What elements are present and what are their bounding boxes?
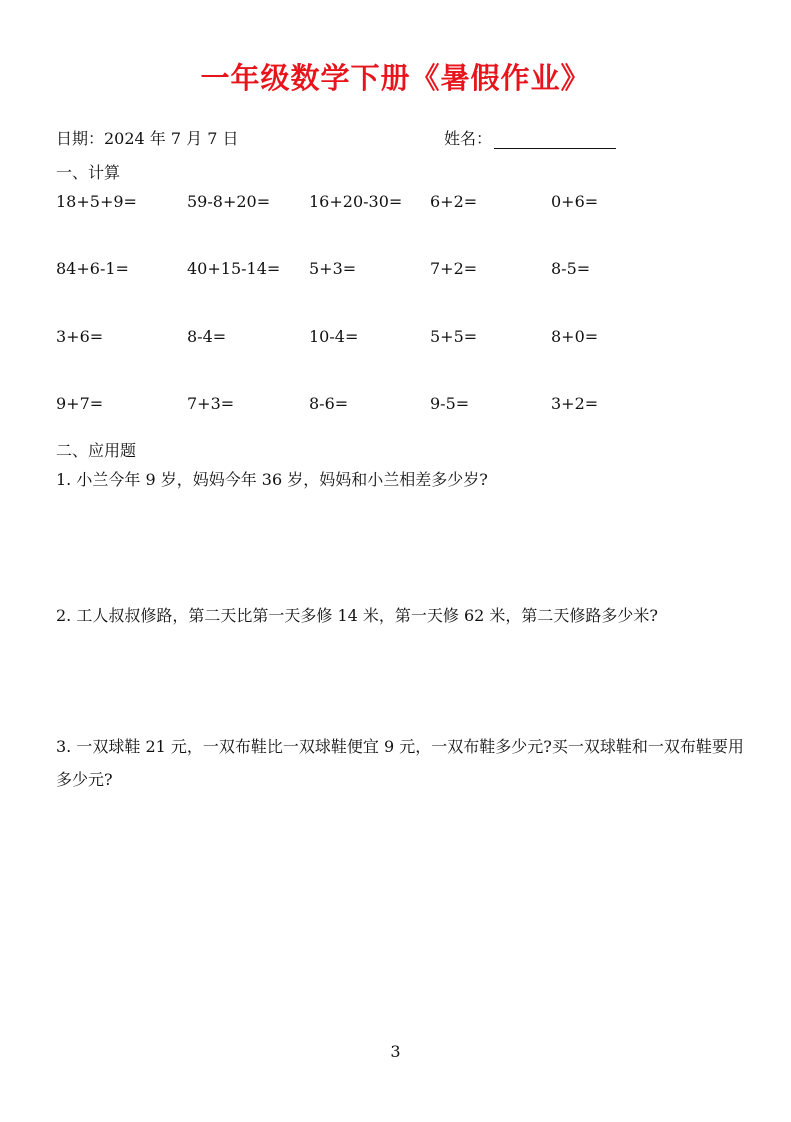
calc-problem: 84+6-1= (56, 259, 129, 278)
calc-problem: 5+5= (430, 327, 478, 346)
calc-problem: 16+20-30= (309, 192, 403, 211)
calc-problem: 6+2= (430, 192, 478, 211)
section-calculation-heading: 一、计算 (56, 163, 121, 182)
calc-problem: 8-5= (551, 259, 591, 278)
worksheet-title: 一年级数学下册《暑假作业》 (200, 61, 591, 95)
calc-problem: 0+6= (551, 192, 599, 211)
calc-problem: 3+6= (56, 327, 104, 346)
date-text: 日期：2024 年 7 月 7 日 (56, 129, 239, 148)
section-word-problems-heading: 二、应用题 (56, 441, 137, 460)
calc-problem: 8-6= (309, 394, 349, 413)
calc-problem: 7+2= (430, 259, 478, 278)
calc-problem: 8-4= (187, 327, 227, 346)
calc-problem: 5+3= (309, 259, 357, 278)
calc-problem: 18+5+9= (56, 192, 137, 211)
word-problem-3: 3. 一双球鞋 21 元，一双布鞋比一双球鞋便宜 9 元，一双布鞋多少元?买一双球鞋和一双布鞋要用多少元? (56, 737, 744, 789)
page-number: 3 (390, 1042, 401, 1061)
calc-problem: 59-8+20= (187, 192, 271, 211)
calc-problem: 3+2= (551, 394, 599, 413)
word-problem-1: 1. 小兰今年 9 岁，妈妈今年 36 岁，妈妈和小兰相差多少岁? (56, 470, 488, 489)
word-problem-2: 2. 工人叔叔修路，第二天比第一天多修 14 米，第一天修 62 米，第二天修路多少米? (56, 606, 658, 625)
name-blank-line (494, 130, 616, 149)
calc-problem: 9-5= (430, 394, 470, 413)
calc-problem: 7+3= (187, 394, 235, 413)
name-field (444, 126, 616, 149)
calc-problem: 10-4= (309, 327, 359, 346)
calc-problem: 40+15-14= (187, 259, 281, 278)
name-label: 姓名： (444, 129, 493, 148)
calc-problem: 8+0= (551, 327, 599, 346)
calc-problem: 9+7= (56, 394, 104, 413)
